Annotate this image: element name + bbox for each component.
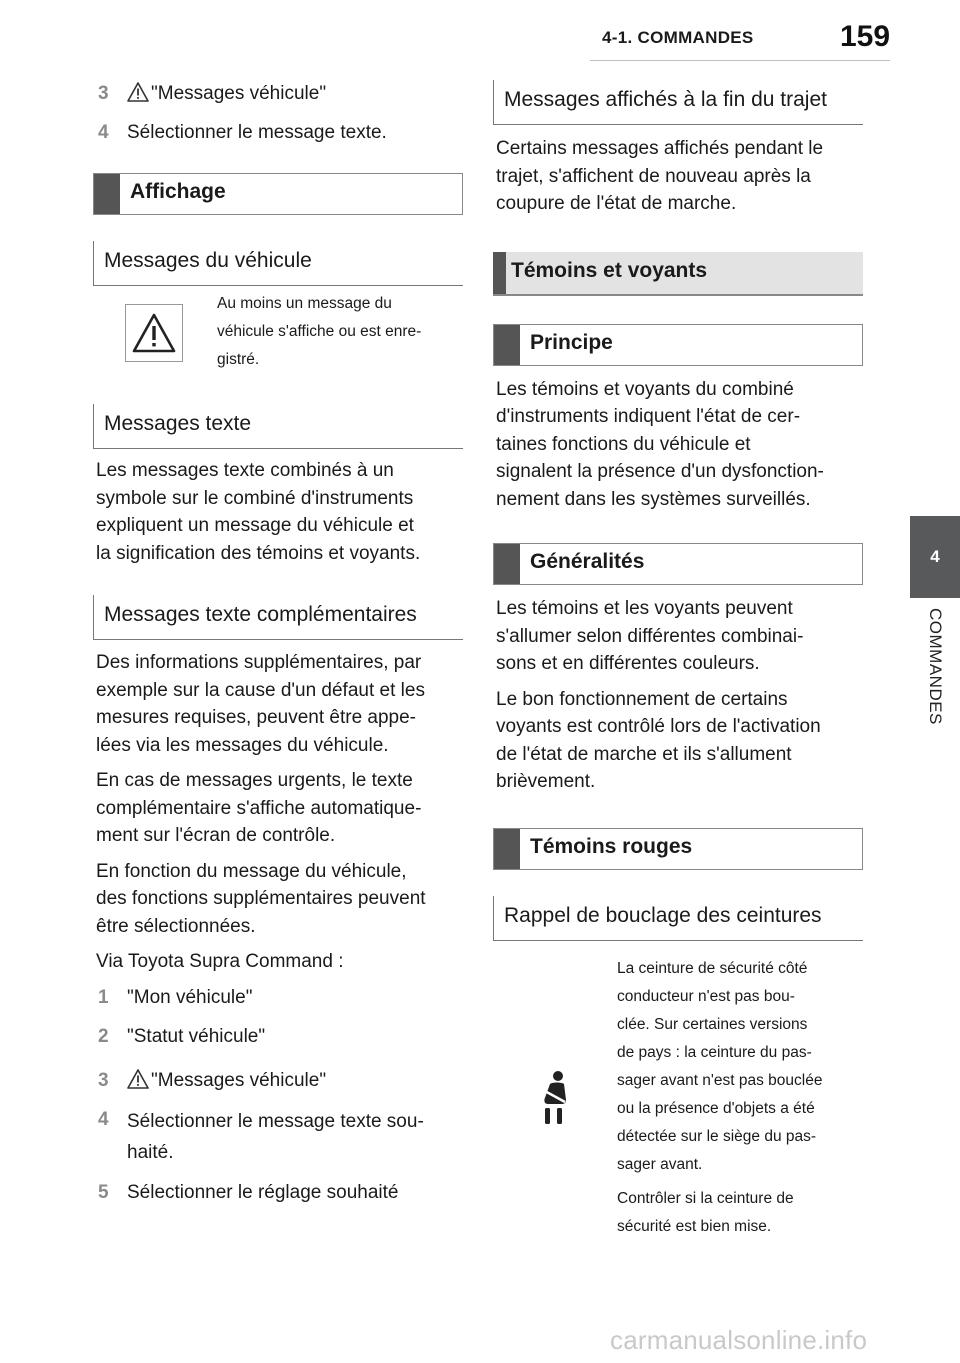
step-item — [93, 1106, 463, 1168]
step-number: 1 — [98, 986, 109, 1008]
step-text: Sélectionner le réglage souhaité — [127, 1181, 399, 1203]
paragraph — [496, 135, 863, 218]
step-label: Sélectionner le message texte sou- — [127, 1110, 424, 1132]
step-item — [93, 80, 463, 108]
para-line: taines fonctions du véhicule et — [496, 433, 751, 455]
para-line: être sélectionnées. — [96, 915, 256, 937]
note-line: Contrôler si la ceinture de — [617, 1189, 794, 1207]
subheading-complementaires — [93, 595, 463, 640]
note-line: Au moins un message du — [217, 295, 392, 312]
para-line: Le bon fonctionnement de certains — [496, 688, 788, 710]
note-line: conducteur n'est pas bou- — [617, 987, 795, 1005]
step-item — [93, 1179, 463, 1207]
step-text — [127, 1067, 463, 1095]
note-line: sécurité est bien mise. — [617, 1217, 772, 1235]
section-heading-principe — [493, 324, 863, 366]
para-line: Les témoins et voyants du combiné — [496, 378, 794, 400]
note-line: clée. Sur certaines versions — [617, 1015, 808, 1033]
para-line: ment sur l'écran de contrôle. — [96, 825, 336, 846]
note-line: gistré. — [217, 351, 260, 368]
para-line: d'instruments indiquent l'état de cer- — [496, 406, 801, 427]
para-line: trajet, s'affichent de nouveau après la — [496, 165, 811, 187]
para-line: signalent la présence d'un dysfonction- — [496, 461, 824, 482]
step-number: 3 — [98, 83, 109, 104]
warning-triangle-icon — [127, 1069, 149, 1089]
para-line: Les messages texte combinés à un — [96, 460, 394, 481]
step-label: "Messages véhicule" — [151, 1069, 327, 1091]
step-number: 4 — [98, 122, 109, 143]
para-line: Certains messages affichés pendant le — [496, 138, 824, 159]
right-column — [493, 80, 863, 1241]
chapter-tab-label: COMMANDES — [926, 608, 945, 725]
step-number: 4 — [98, 1108, 109, 1130]
note-line: véhicule s'affiche ou est enre- — [217, 323, 422, 340]
subheading-messages-texte — [93, 404, 463, 449]
para-line: exemple sur la cause d'un défaut et les — [96, 679, 425, 701]
step-item — [93, 119, 463, 147]
para-line: mesures requises, peuvent être appe- — [96, 707, 417, 728]
subheading-text: Messages du véhicule — [104, 249, 312, 272]
subheading-text: Messages texte — [104, 412, 252, 435]
note-text — [217, 290, 421, 374]
para-line: lées via les messages du véhicule. — [96, 734, 389, 756]
para-line: la signification des témoins et voyants. — [96, 542, 421, 564]
note-line: ou la présence d'objets a été — [617, 1099, 815, 1117]
left-column — [93, 80, 463, 1218]
step-number: 5 — [98, 1181, 109, 1203]
note-line: de pays : la ceinture du pas- — [617, 1043, 812, 1061]
para-line: Des informations supplémentaires, par — [96, 652, 422, 673]
para-line: nement dans les systèmes surveillés. — [496, 488, 811, 510]
para-line: voyants est contrôlé lors de l'activation — [496, 716, 821, 737]
page-number: 159 — [840, 20, 891, 53]
step-number: 3 — [98, 1069, 109, 1091]
note-ceinture — [493, 955, 863, 1241]
paragraph — [96, 649, 463, 759]
step-text: "Statut véhicule" — [127, 1025, 266, 1047]
note-icon-area — [493, 955, 617, 1241]
subheading-ceintures — [493, 896, 863, 941]
step-text — [127, 1106, 463, 1168]
subheading-text: Messages texte complémentaires — [104, 603, 417, 626]
step-label: haité. — [127, 1141, 174, 1163]
chapter-tab-number: 4 — [930, 547, 940, 566]
para-line: des fonctions supplémentaires peuvent — [96, 888, 426, 909]
warning-triangle-icon — [127, 82, 149, 102]
section-heading-affichage — [93, 173, 463, 215]
paragraph — [96, 457, 463, 567]
para-line: symbole sur le combiné d'instruments — [96, 487, 414, 509]
para-line: coupure de l'état de marche. — [496, 193, 737, 214]
paragraph — [496, 376, 863, 514]
step-label: "Messages véhicule" — [151, 83, 327, 104]
heading-marker — [494, 544, 520, 584]
heading-text: Principe — [530, 330, 613, 354]
heading-marker — [493, 252, 506, 294]
note-icon-box — [125, 304, 183, 362]
step-item — [93, 1023, 463, 1051]
step-item — [93, 1067, 463, 1095]
step-item — [93, 984, 463, 1012]
paragraph — [96, 858, 463, 941]
note-vehicule — [125, 295, 463, 374]
subheading-messages-vehicule — [93, 241, 463, 286]
subheading-fin-trajet — [493, 80, 863, 125]
heading-text: Témoins et voyants — [511, 258, 708, 282]
seatbelt-warning-icon — [538, 1070, 572, 1126]
para-line: Les témoins et les voyants peuvent — [496, 598, 793, 619]
chapter-tab — [910, 516, 960, 598]
subheading-text: Rappel de bouclage des ceintures — [504, 903, 822, 927]
warning-triangle-icon — [131, 312, 177, 354]
heading-text: Généralités — [530, 550, 645, 573]
heading-text: Affichage — [130, 180, 226, 203]
section-heading-temoins — [493, 252, 863, 296]
watermark: carmanualsonline.info — [610, 1325, 868, 1355]
paragraph — [496, 686, 863, 796]
note-line: sager avant. — [617, 1155, 703, 1173]
section-heading-rouges — [493, 828, 863, 870]
heading-marker — [494, 829, 520, 869]
heading-marker — [494, 325, 520, 365]
subheading-text: Messages affichés à la fin du trajet — [504, 88, 827, 111]
para-line: En cas de messages urgents, le texte — [96, 770, 413, 791]
para-line: brièvement. — [496, 771, 596, 792]
step-text — [127, 80, 463, 108]
para-line: complémentaire s'affiche automatique- — [96, 797, 422, 819]
note-line: La ceinture de sécurité côté — [617, 959, 808, 977]
heading-text: Témoins rouges — [530, 834, 693, 858]
para-line: expliquent un message du véhicule et — [96, 515, 414, 536]
para-line: En fonction du message du véhicule, — [96, 860, 407, 882]
paragraph — [496, 595, 863, 678]
note-line: sager avant n'est pas bouclée — [617, 1071, 823, 1089]
paragraph — [96, 767, 463, 850]
step-text: "Mon véhicule" — [127, 986, 253, 1008]
heading-marker — [94, 174, 120, 214]
section-heading-generalites — [493, 543, 863, 585]
note-line: détectée sur le siège du pas- — [617, 1127, 817, 1145]
note-text — [617, 955, 863, 1241]
para-line: s'allumer selon différentes combinai- — [496, 625, 804, 647]
paragraph: Via Toyota Supra Command : — [96, 951, 344, 972]
header-rule — [590, 60, 890, 61]
step-text: Sélectionner le message texte. — [127, 122, 387, 143]
para-line: sons et en différentes couleurs. — [496, 653, 760, 674]
chapter-title: 4-1. COMMANDES — [602, 28, 754, 47]
step-number: 2 — [98, 1025, 109, 1047]
para-line: de l'état de marche et ils s'allument — [496, 743, 792, 765]
